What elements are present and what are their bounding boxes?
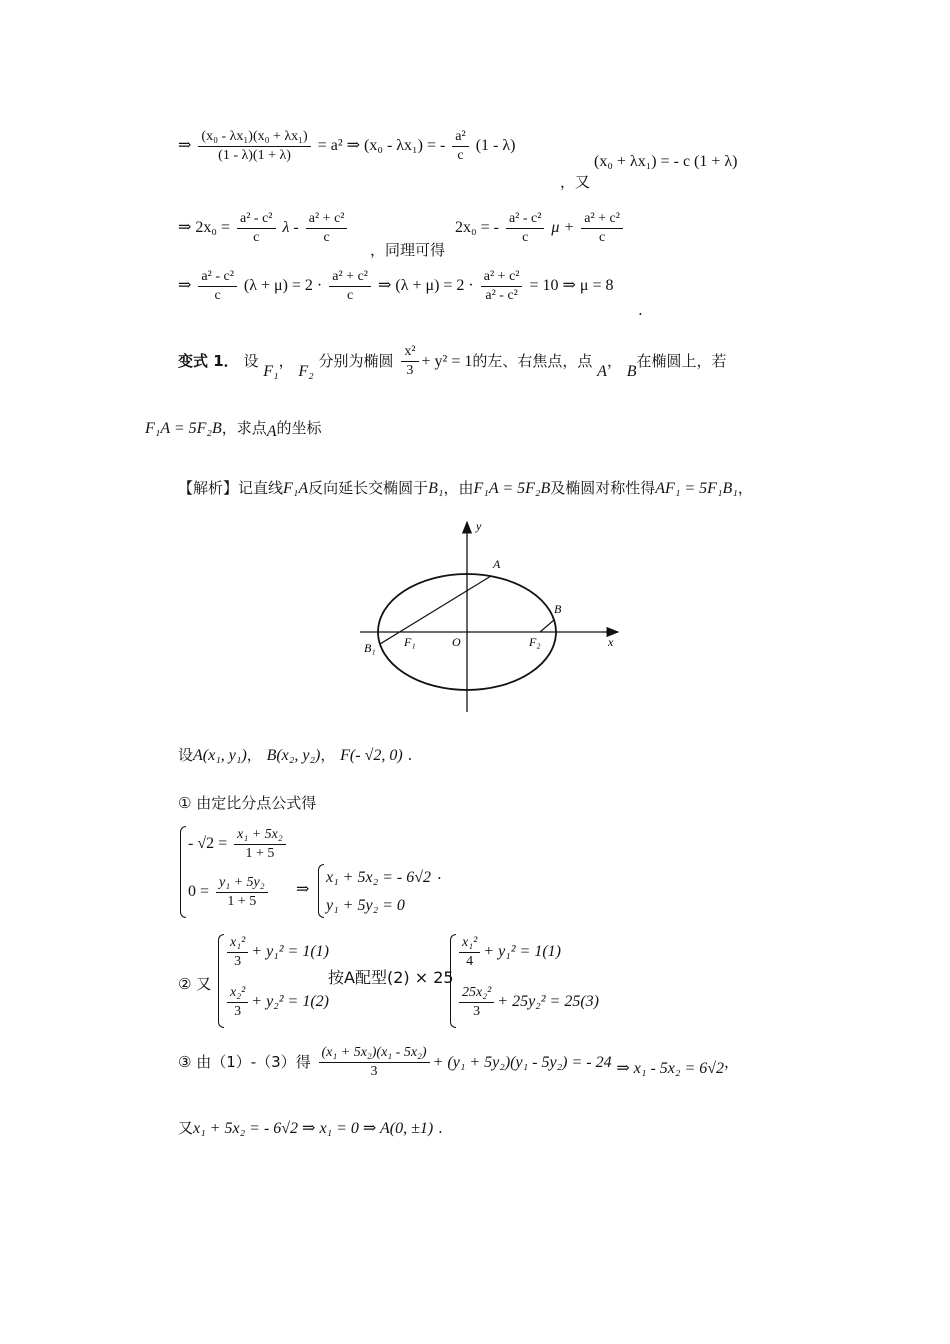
period: . (638, 301, 643, 319)
label-o: O (452, 635, 461, 649)
fraction: $\frac{\text{x₁²}}{4}$ (459, 934, 480, 971)
brace (180, 826, 186, 918)
variant-label: 变式 1． (178, 352, 239, 370)
fraction: $\frac{\text{x²}}{3}$ (401, 343, 418, 380)
system-row: $\frac{\text{x₁²}}{3}$ + y₁² = 1(1) (224, 934, 329, 971)
step-3-line: ③ 由（1）-（3）得 $\frac{\text{(x₁ + 5x₂)(x₁ - 5x₂)}}{3}$ + (y₁ + 5y₂)(y₁ - 5y₂) = - 24 ⇒ x₁ - 5x₂ = 6√2， (178, 1045, 740, 1079)
ellipse-figure (350, 515, 630, 720)
fraction: $\frac{\text{y₁ + 5y₂}}{1 + 5}$ (216, 874, 268, 911)
fraction: $\frac{\text{x₂²}}{3}$ (227, 984, 248, 1021)
label-f1: F₁ (404, 635, 416, 649)
analysis-line: 【解析】记直线F₁A反向延长交椭圆于B₁，由F₁A = 5F₂B及椭圆对称性得AF₁ = 5F₁B₁， (178, 479, 753, 497)
label-x: x (608, 635, 614, 649)
connector-text: ，同理可得 (370, 241, 446, 259)
variant-problem-line-2: F₁A = 5F₂B，求点A的坐标 (145, 419, 322, 440)
fraction: $\frac{\text{a² + c²}}{\text{a² - c²}}$ (481, 268, 523, 305)
fraction: $\frac{\text{a² - c²}}{c}$ (198, 268, 236, 305)
analysis-tag: 【解析】 (178, 479, 239, 497)
derivation-line-1-right: (x₀ + λx₁) = - c (1 + λ) (594, 153, 738, 170)
system-row: 0 = $\frac{\text{y₁ + 5y₂}}{1 + 5}$ (188, 874, 271, 911)
connector-text: ，又 (560, 173, 591, 191)
fraction: $\frac{\text{25x₂²}}{3}$ (459, 984, 494, 1021)
step-2-label: ② 又 (178, 975, 212, 993)
derivation-line-1: ⇒ $\frac{\text{(x₀ - λx₁)(x₀ + λx₁)}}{(1 - \lambda)(1 + \lambda)}$ = a² ⇒ (x₀ - λx₁) = - $\frac{\text{a²}}{c}$ (1 - λ) (178, 129, 516, 163)
final-line: 又x₁ + 5x₂ = - 6√2 ⇒ x₁ = 0 ⇒ A(0, ±1) . (178, 1119, 443, 1137)
derivation-line-3: ⇒ $\frac{\text{a² - c²}}{c}$ (λ + μ) = 2 · $\frac{\text{a² + c²}}{c}$ ⇒ (λ + μ) = 2 · $\frac{\text{a² + c²}}{\text{a² - c²}}$ = 10 ⇒ μ = 8 (178, 269, 614, 303)
fraction: $\frac{\text{a² + c²}}{c}$ (306, 210, 348, 247)
label-b: B (554, 602, 562, 616)
dot: · (437, 869, 442, 887)
label-a: A (493, 557, 501, 571)
fraction: $\frac{\text{x₁²}}{3}$ (227, 934, 248, 971)
chord-a-b1 (380, 576, 491, 644)
derivation-line-2: ⇒ 2x₀ = $\frac{\text{a² - c²}}{c}$ λ - $\frac{\text{a² + c²}}{c}$ (178, 210, 350, 247)
implies-arrow: ⇒ (296, 881, 310, 898)
setup-line: 设A(x₁, y₁)， B(x₂, y₂)， F(- √2, 0) . (178, 746, 413, 764)
system-row: - √2 = $\frac{\text{x₁ + 5x₂}}{1 + 5}$ (188, 826, 289, 863)
fraction: $\frac{\text{(x₀ - λx₁)(x₀ + λx₁)}}{(1 - \lambda)(1 + \lambda)}$ (198, 128, 310, 165)
fraction: $\frac{\text{a² + c²}}{c}$ (581, 210, 623, 247)
derivation-line-2-right: 2x₀ = - $\frac{\text{a² - c²}}{c}$ μ + $\frac{\text{a² + c²}}{c}$ (455, 210, 626, 247)
transform-note: 按A配型(2) × 25 (328, 968, 454, 987)
system-row: y₁ + 5y₂ = 0 (326, 897, 405, 914)
variant-problem-line-1: 变式 1． 设 F₁， F₂ 分别为椭圆 $\frac{\text{x²}}{3}$ + y² = 1的左、右焦点，点 A， B在椭圆上，若 (178, 344, 727, 380)
fraction: $\frac{\text{(x₁ + 5x₂)(x₁ - 5x₂)}}{3}$ (319, 1044, 430, 1081)
system-row: $\frac{\text{x₂²}}{3}$ + y₂² = 1(2) (224, 984, 329, 1021)
fraction: $\frac{\text{a²}}{c}$ (452, 128, 468, 165)
brace (318, 864, 324, 918)
system-row: x₁ + 5x₂ = - 6√2 (326, 869, 432, 886)
fraction: $\frac{\text{a² + c²}}{c}$ (329, 268, 371, 305)
fraction: $\frac{\text{x₁ + 5x₂}}{1 + 5}$ (234, 826, 286, 863)
system-row: $\frac{\text{25x₂²}}{3}$ + 25y₂² = 25(3) (456, 984, 599, 1021)
fraction: $\frac{\text{a² - c²}}{c}$ (237, 210, 275, 247)
label-b1: B₁ (364, 641, 376, 655)
step-1-title: ① 由定比分点公式得 (178, 794, 317, 812)
fraction: $\frac{\text{a² - c²}}{c}$ (506, 210, 544, 247)
label-y: y (476, 519, 482, 533)
label-f2: F₂ (529, 635, 541, 649)
system-row: $\frac{\text{x₁²}}{4}$ + y₁² = 1(1) (456, 934, 561, 971)
segment-f2-b (540, 620, 554, 632)
